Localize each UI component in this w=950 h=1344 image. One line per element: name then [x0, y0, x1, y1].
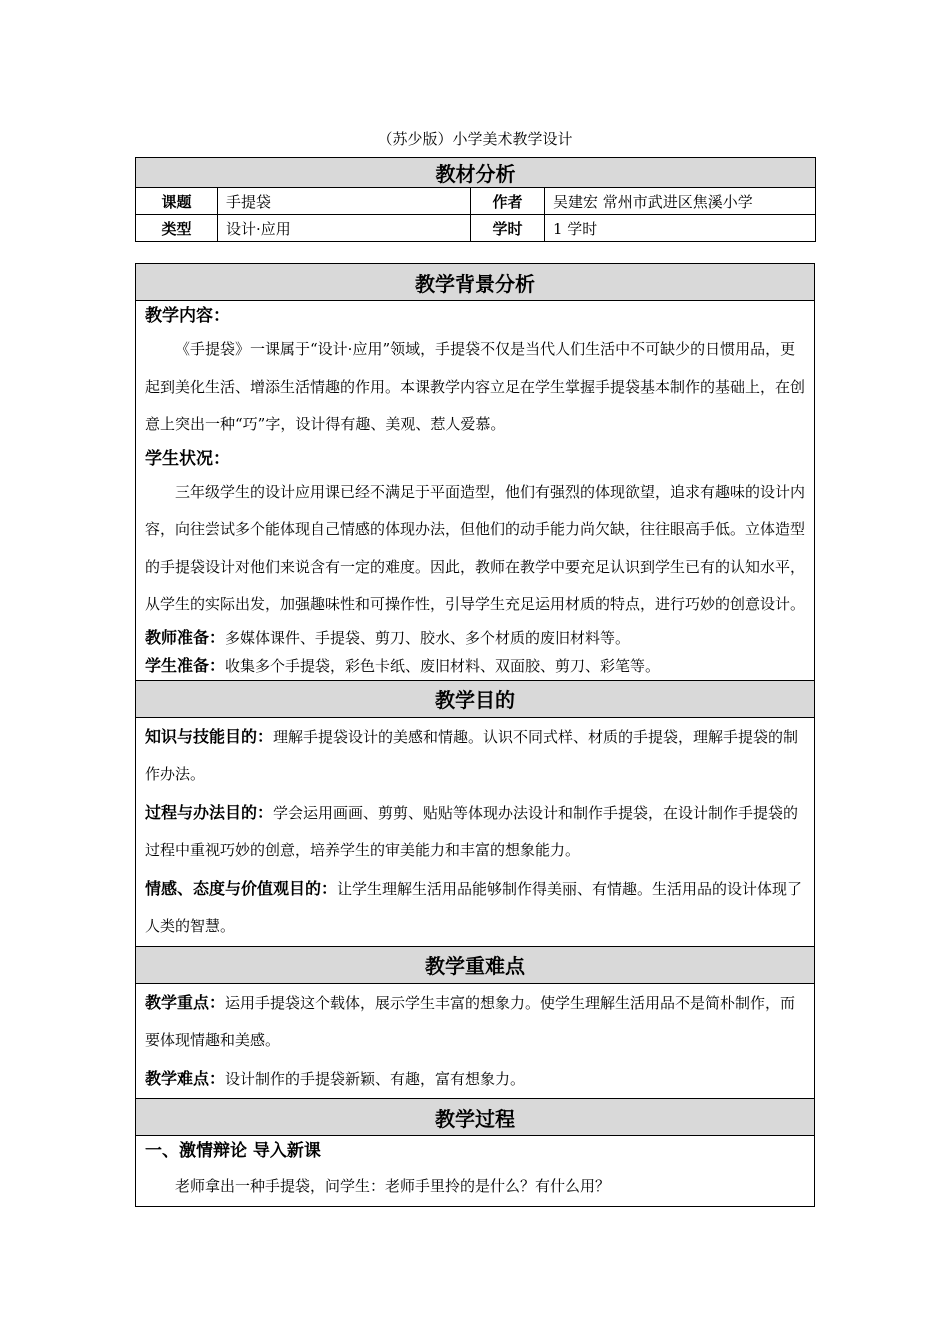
objective-label: 知识与技能目的： — [145, 726, 274, 746]
objective-text: 让学生理解生活用品能够制作得美丽、有情趣。生活用品的设计体现了人类的智慧。 — [145, 879, 803, 935]
objective-label: 过程与办法目的： — [145, 802, 274, 822]
textbook-analysis-header: 教材分析 — [136, 158, 816, 188]
process-body — [136, 1136, 815, 1207]
teacher-prep-text: 多媒体课件、手提袋、剪刀、胶水、多个材质的废旧材料等。 — [225, 628, 631, 647]
type-value: 设计·应用 — [218, 215, 471, 242]
background-analysis-body — [136, 301, 815, 681]
student-prep-line — [145, 652, 805, 680]
difficult-point-item — [145, 1060, 805, 1099]
key-points-header: 教学重难点 — [136, 946, 815, 983]
key-points-body — [136, 983, 815, 1099]
objective-label: 情感、态度与价值观目的： — [145, 878, 338, 898]
step-text: 老师拿出一种手提袋，问学生：老师手里拎的是什么？有什么用？ — [175, 1177, 611, 1195]
student-status-label: 学生状况： — [145, 448, 230, 469]
document-title: （苏少版）小学美术教学设计 — [377, 130, 573, 148]
difficult-point-text: 设计制作的手提袋新颖、有趣，富有想象力。 — [225, 1069, 526, 1088]
author-label: 作者 — [471, 188, 545, 215]
textbook-analysis-table — [135, 157, 816, 242]
student-status-text: 三年级学生的设计应用课已经不满足于平面造型，他们有强烈的体现欲望，追求有趣味的设计内容，向往尝试多个能体现自己情感的体现办法，但他们的动手能力尚欠缺，往往眼高手低。立体造型的手提袋设计对他们来说含有一定的难度。因此，教师在教学中要充足认识到学生已有的认知水平，从学生的实际出发，加强趣味性和可操作性，引导学生充足运用材质的特点，进行巧妙的创意设计。 — [145, 482, 806, 613]
topic-label: 课题 — [136, 188, 218, 215]
hours-label: 学时 — [471, 215, 545, 242]
step-title: 一、激情辩论 导入新课 — [145, 1141, 321, 1161]
key-point-label: 教学重点： — [145, 992, 226, 1012]
teacher-prep-line — [145, 624, 805, 652]
lesson-plan-table — [135, 263, 815, 1207]
difficult-point-label: 教学难点： — [145, 1068, 226, 1088]
content-text: 《手提袋》一课属于“设计·应用”领域，手提袋不仅是当代人们生活中不可缺少的日惯用品，更起到美化生活、增添生活情趣的作用。本课教学内容立足在学生掌握手提袋基本制作的基础上，在创意上突出一种“巧”字，设计得有趣、美观、惹人爱慕。 — [145, 340, 806, 433]
student-prep-text: 收集多个手提袋，彩色卡纸、废旧材料、双面胶、剪刀、彩笔等。 — [225, 656, 661, 675]
objectives-body — [136, 717, 815, 946]
author-value: 吴建宏 常州市武进区焦溪小学 — [545, 188, 816, 215]
process-header: 教学过程 — [136, 1099, 815, 1136]
objective-text: 学会运用画画、剪剪、贴贴等体现办法设计和制作手提袋，在设计制作手提袋的过程中重视巧妙的创意，培养学生的审美能力和丰富的想象能力。 — [145, 803, 799, 859]
key-point-text: 运用手提袋这个载体，展示学生丰富的想象力。使学生理解生活用品不是简朴制作，而要体现情趣和美感。 — [145, 993, 796, 1049]
objectives-header: 教学目的 — [136, 680, 815, 717]
objective-item — [145, 794, 805, 870]
objective-text: 理解手提袋设计的美感和情趣。认识不同式样、材质的手提袋，理解手提袋的制作办法。 — [145, 727, 799, 783]
student-prep-label: 学生准备： — [145, 655, 226, 675]
type-label: 类型 — [136, 215, 218, 242]
topic-value: 手提袋 — [218, 188, 471, 215]
objective-item — [145, 718, 805, 794]
content-label: 教学内容： — [145, 306, 230, 326]
hours-value: 1 学时 — [545, 215, 816, 242]
key-point-item — [145, 984, 805, 1060]
background-analysis-header: 教学背景分析 — [136, 264, 815, 301]
objective-item — [145, 870, 805, 946]
teacher-prep-label: 教师准备： — [145, 627, 226, 647]
